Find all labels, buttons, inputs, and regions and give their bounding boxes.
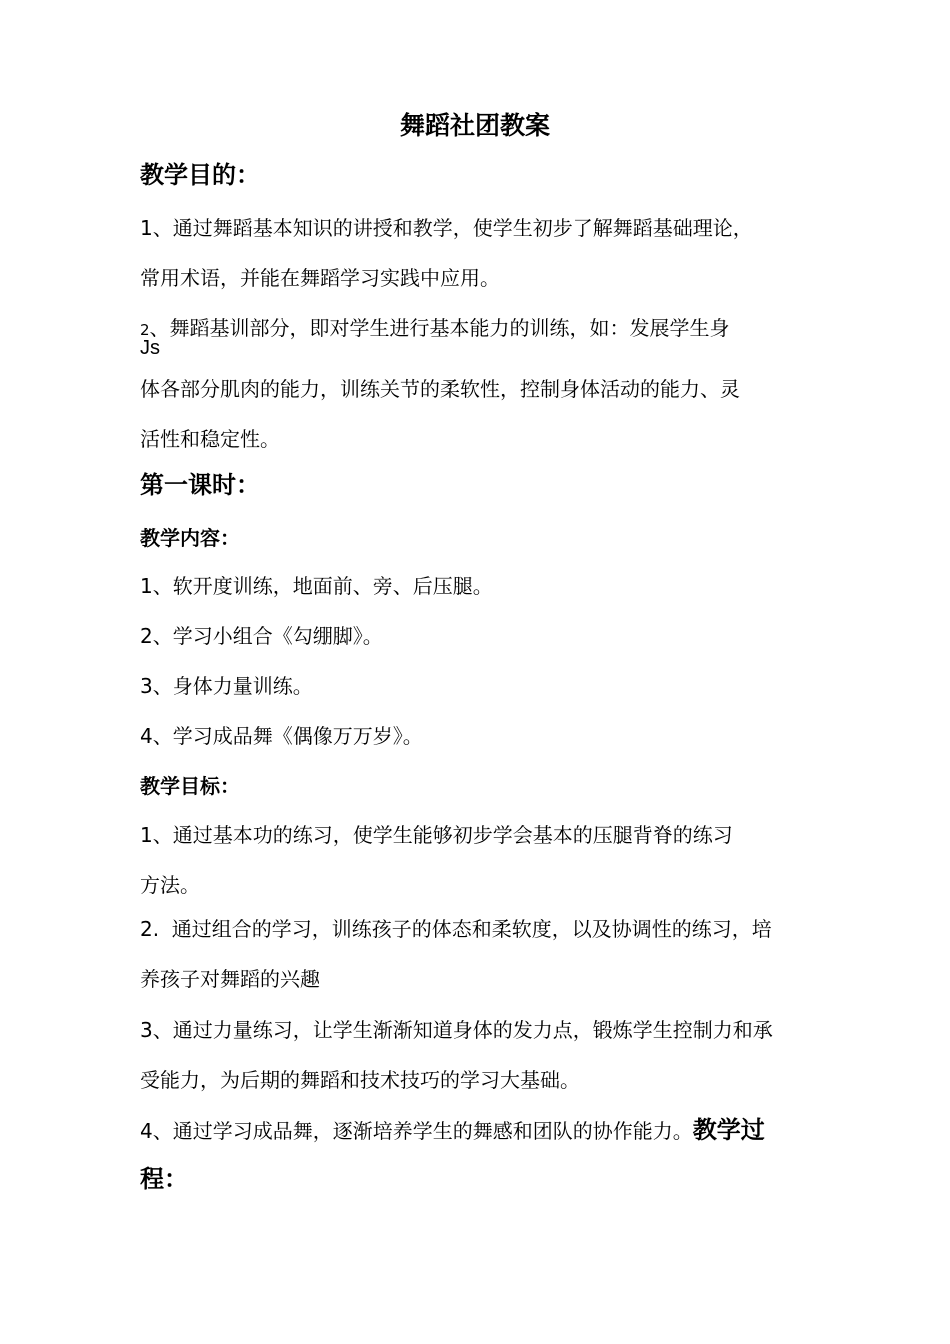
content-item-4: 4、学习成品舞《偶像万万岁》。: [140, 724, 423, 748]
objective-2-line-3: 活性和稳定性。: [140, 427, 280, 451]
objective-2-text: 、舞蹈基训部分，即对学生进行基本能力的训练，如：发展学生身: [149, 316, 730, 340]
objective-2-line-1: [140, 316, 730, 342]
goal-1-line-1: 1、通过基本功的练习，使学生能够初步学会基本的压腿背脊的练习: [140, 823, 733, 847]
document-title: 舞蹈社团教案: [399, 111, 550, 140]
content-item-1: 1、软开度训练，地面前、旁、后压腿。: [140, 574, 493, 598]
content-item-3: 3、身体力量训练。: [140, 674, 313, 698]
content-heading: 教学内容：: [140, 526, 240, 550]
goal-1-line-2: 方法。: [140, 873, 200, 897]
objective-1-line-1: 1、通过舞蹈基本知识的讲授和教学，使学生初步了解舞蹈基础理论，: [140, 216, 753, 240]
lesson1-heading: 第一课时：: [140, 471, 260, 499]
objectives-heading: 教学目的：: [140, 161, 260, 189]
process-heading-end: 程：: [140, 1165, 188, 1193]
objective-1-line-2: 常用术语，并能在舞蹈学习实践中应用。: [140, 266, 500, 290]
goal-3-line-1: 3、通过力量练习，让学生渐渐知道身体的发力点，锻炼学生控制力和承: [140, 1018, 773, 1042]
goal-4-text: 4、通过学习成品舞，逐渐培养学生的舞感和团队的协作能力。: [140, 1119, 693, 1143]
goal-4-line: [140, 1118, 765, 1143]
goal-2-line-1: 2. 通过组合的学习，训练孩子的体态和柔软度，以及协调性的练习，培: [140, 917, 772, 941]
goals-heading: 教学目标：: [140, 774, 240, 798]
stray-text-js: Js: [140, 337, 160, 359]
goal-3-line-2: 受能力，为后期的舞蹈和技术技巧的学习大基础。: [140, 1068, 580, 1092]
goal-2-line-2: 养孩子对舞蹈的兴趣: [140, 967, 320, 991]
process-heading-start: 教学过: [692, 1116, 765, 1144]
content-item-2: 2、学习小组合《勾绷脚》。: [140, 624, 383, 648]
objective-2-line-2: 体各部分肌肉的能力，训练关节的柔软性，控制身体活动的能力、灵: [140, 377, 740, 401]
objective-2-number: 2: [140, 321, 150, 339]
